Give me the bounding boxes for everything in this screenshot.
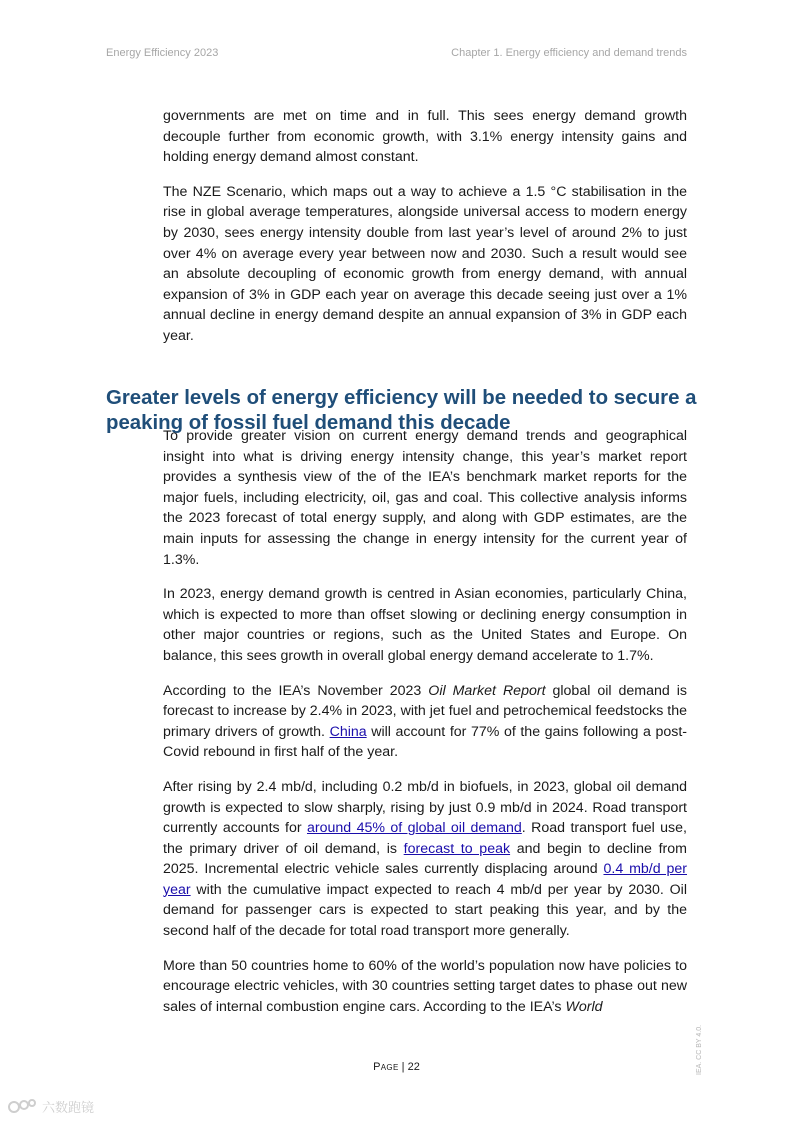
page-separator: | [401, 1061, 405, 1073]
paragraph-ev-policies: More than 50 countries home to 60% of the world’s population now have policies to encourage electric vehicles, with 30 countries setting target dates to phase out new sales of internal combustion engine cars. According to the IEA’s World [163, 957, 687, 1015]
page-number: 22 [407, 1061, 420, 1073]
page-footer [0, 1061, 793, 1073]
running-header-right: Chapter 1. Energy efficiency and demand trends [451, 47, 687, 59]
license-credit: IEA. CC BY 4.0. [696, 1024, 703, 1075]
paragraph: The NZE Scenario, which maps out a way to achieve a 1.5 °C stabilisation in the rise in global average temperatures, alongside universal access to modern energy by 2030, sees energy intensity double from last year’s level of around 2% to just over 4% on average every year between now and 2030. Such a result would see an absolute decoupling of economic growth from energy demand, with annual expansion of 3% in GDP each year on average this decade seeing just over a 1% annual decline in energy demand despite an annual expansion of 3% in GDP each year. [163, 183, 687, 344]
global-oil-demand-link[interactable]: around 45% of global oil demand [306, 820, 522, 837]
paragraph-oil-market: According to the IEA’s November 2023 Oil Market Report global oil demand is forecast to increase by 2.4% in 2023, with jet fuel and petrochemical feedstocks the primary drivers of growth. China will account for 77% of the gains following a post-Covid rebound in first half of the year. [163, 682, 687, 761]
watermark [8, 1094, 94, 1118]
section-text-block [163, 426, 687, 1017]
watermark-logo-icon [8, 1097, 38, 1115]
intro-text-block [163, 106, 687, 347]
paragraph: To provide greater vision on current energy demand trends and geographical insight into what is driving energy intensity change, this year’s market report provides a synthesis view of the of the IEA’s benchmark market reports for the major fuels, including electricity, oil, gas and coal. This collective analysis informs the 2023 forecast of total energy supply, and along with GDP estimates, are the main inputs for assessing the change in energy intensity for the current year of 1.3%. [163, 428, 687, 568]
paragraph: governments are met on time and in full. This sees energy demand growth decouple further from economic growth, with 3.1% energy intensity gains and holding energy demand almost constant. [163, 108, 687, 166]
forecast-to-peak-link[interactable]: forecast to peak [403, 840, 511, 857]
running-header-left: Energy Efficiency 2023 [106, 47, 219, 59]
china-link[interactable]: China [329, 723, 367, 740]
watermark-text: 六数跑镜 [42, 1100, 95, 1116]
ev-displacement-link[interactable]: 0.4 mb/d per year [163, 861, 687, 898]
paragraph: In 2023, energy demand growth is centred in Asian economies, particularly China, which is expected to more than offset slowing or declining energy consumption in other major countries or regions, such as the United States and Europe. On balance, this sees growth in overall global energy demand accelerate to 1.7%. [163, 586, 687, 664]
italic-title: Oil Market Report [428, 682, 546, 699]
page-label: Page [373, 1061, 399, 1073]
italic-title: World [565, 998, 603, 1015]
section-heading: Greater levels of energy efficiency will be needed to secure a peaking of fossil fuel demand this decade [106, 386, 697, 434]
paragraph-oil-demand: After rising by 2.4 mb/d, including 0.2 mb/d in biofuels, in 2023, global oil demand growth is expected to slow sharply, rising by just 0.9 mb/d in 2024. Road transport currently accounts for around 45% of global oil demand. Road transport fuel use, the primary driver of oil demand, is forecast to peak and begin to decline from 2025. Incremental electric vehicle sales currently displacing around 0.4 mb/d per year with the cumulative impact expected to reach 4 mb/d per year by 2030. Oil demand for passenger cars is expected to start peaking this year, and by the second half of the decade for total road transport more generally. [163, 778, 687, 940]
